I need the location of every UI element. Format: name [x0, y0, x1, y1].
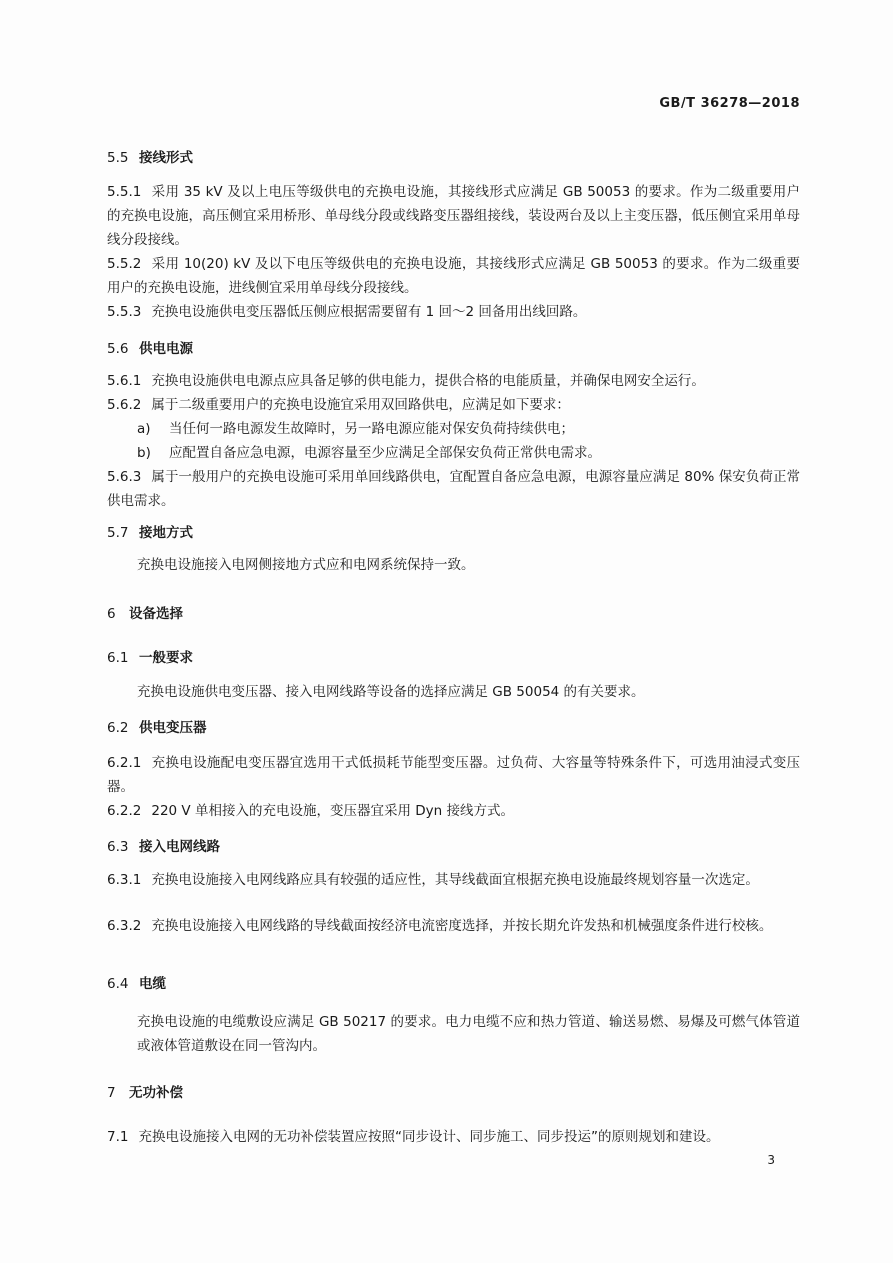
chapter-heading-7 — [107, 1081, 183, 1101]
standard-code: GB/T 36278—2018 — [659, 96, 800, 111]
clause-5-6-3 — [107, 465, 800, 513]
section-title: 电缆 — [139, 976, 166, 992]
section-heading-5-7 — [107, 521, 193, 541]
section-heading-6-4 — [107, 972, 166, 992]
clause-6-3-1 — [107, 868, 800, 892]
paragraph-6-1 — [137, 680, 800, 704]
clause-number: 6.2.2 — [107, 803, 142, 819]
list-text: 应配置自备应急电源，电源容量至少应满足全部保安负荷正常供电需求。 — [169, 445, 601, 461]
clause-6-2-1 — [107, 751, 800, 799]
clause-number: 5.6.3 — [107, 469, 142, 485]
section-heading-5-6 — [107, 337, 193, 357]
page-number: 3 — [767, 1153, 775, 1167]
list-label: a) — [137, 421, 151, 437]
section-title: 供电电源 — [139, 341, 193, 357]
section-number: 6.4 — [107, 976, 129, 992]
chapter-number: 6 — [107, 606, 116, 622]
section-number: 5.7 — [107, 525, 129, 541]
clause-5-6-1 — [107, 369, 800, 393]
clause-5-5-1 — [107, 180, 800, 252]
list-item-a — [137, 417, 800, 441]
clause-5-6-2 — [107, 393, 800, 417]
paragraph-text: 充换电设施接入电网侧接地方式应和电网系统保持一致。 — [137, 557, 475, 573]
section-number: 6.1 — [107, 650, 129, 666]
clause-text: 充换电设施接入电网的无功补偿装置应按照“同步设计、同步施工、同步投运”的原则规划和建设。 — [138, 1129, 720, 1145]
clause-7-1 — [107, 1125, 800, 1149]
clause-text: 属于一般用户的充换电设施可采用单回线路供电，宜配置自备应急电源，电源容量应满足 80% 保安负荷正常供电需求。 — [107, 469, 800, 509]
clause-6-2-2 — [107, 799, 800, 823]
section-title: 一般要求 — [139, 650, 193, 666]
paragraph-6-4 — [137, 1010, 800, 1058]
section-number: 5.5 — [107, 150, 129, 166]
chapter-title: 设备选择 — [129, 606, 183, 622]
clause-text: 采用 10(20) kV 及以下电压等级供电的充换电设施，其接线形式应满足 GB 50053 的要求。作为二级重要用户的充换电设施，进线侧宜采用单母线分段接线。 — [107, 256, 800, 296]
chapter-heading-6 — [107, 602, 183, 622]
section-title: 接入电网线路 — [139, 839, 220, 855]
clause-number: 6.2.1 — [107, 755, 142, 771]
clause-number: 5.5.3 — [107, 304, 142, 320]
clause-number: 6.3.2 — [107, 918, 142, 934]
list-item-b — [137, 441, 800, 465]
chapter-number: 7 — [107, 1085, 116, 1101]
clause-6-3-2 — [107, 914, 800, 938]
clause-text: 充换电设施接入电网线路的导线截面按经济电流密度选择，并按长期允许发热和机械强度条件进行校核。 — [151, 918, 773, 934]
section-heading-6-1 — [107, 646, 193, 666]
clause-5-5-3 — [107, 300, 800, 324]
chapter-title: 无功补偿 — [129, 1085, 183, 1101]
clause-number: 5.5.1 — [107, 184, 142, 200]
section-title: 接地方式 — [139, 525, 193, 541]
clause-text: 充换电设施供电变压器低压侧应根据需要留有 1 回～2 回备用出线回路。 — [151, 304, 587, 320]
clause-text: 充换电设施供电电源点应具备足够的供电能力，提供合格的电能质量，并确保电网安全运行。 — [151, 373, 705, 389]
paragraph-text: 充换电设施供电变压器、接入电网线路等设备的选择应满足 GB 50054 的有关要求。 — [137, 684, 645, 700]
section-number: 6.2 — [107, 720, 129, 736]
clause-text: 属于二级重要用户的充换电设施宜采用双回路供电，应满足如下要求： — [151, 397, 570, 413]
clause-5-5-2 — [107, 252, 800, 300]
section-number: 6.3 — [107, 839, 129, 855]
list-text: 当任何一路电源发生故障时，另一路电源应能对保安负荷持续供电； — [169, 421, 574, 437]
clause-text: 充换电设施接入电网线路应具有较强的适应性，其导线截面宜根据充换电设施最终规划容量一次选定。 — [151, 872, 759, 888]
section-heading-6-3 — [107, 835, 220, 855]
paragraph-5-7 — [137, 553, 800, 577]
clause-number: 5.6.2 — [107, 397, 142, 413]
list-label: b) — [137, 445, 151, 461]
paragraph-text: 充换电设施的电缆敷设应满足 GB 50217 的要求。电力电缆不应和热力管道、输送易燃、易爆及可燃气体管道或液体管道敷设在同一管沟内。 — [137, 1014, 800, 1054]
clause-number: 7.1 — [107, 1129, 129, 1145]
section-title: 接线形式 — [139, 150, 193, 166]
clause-number: 6.3.1 — [107, 872, 142, 888]
clause-text: 充换电设施配电变压器宜选用干式低损耗节能型变压器。过负荷、大容量等特殊条件下，可选用油浸式变压器。 — [107, 755, 800, 795]
clause-text: 采用 35 kV 及以上电压等级供电的充换电设施，其接线形式应满足 GB 50053 的要求。作为二级重要用户的充换电设施，高压侧宜采用桥形、单母线分段或线路变压器组接线，装设两台及以上主变压器，低压侧宜采用单母线分段接线。 — [107, 184, 800, 248]
clause-text: 220 V 单相接入的充电设施，变压器宜采用 Dyn 接线方式。 — [151, 803, 514, 819]
clause-number: 5.5.2 — [107, 256, 142, 272]
section-number: 5.6 — [107, 341, 129, 357]
section-title: 供电变压器 — [139, 720, 207, 736]
section-heading-6-2 — [107, 716, 207, 736]
clause-number: 5.6.1 — [107, 373, 142, 389]
section-heading-5-5 — [107, 146, 193, 166]
